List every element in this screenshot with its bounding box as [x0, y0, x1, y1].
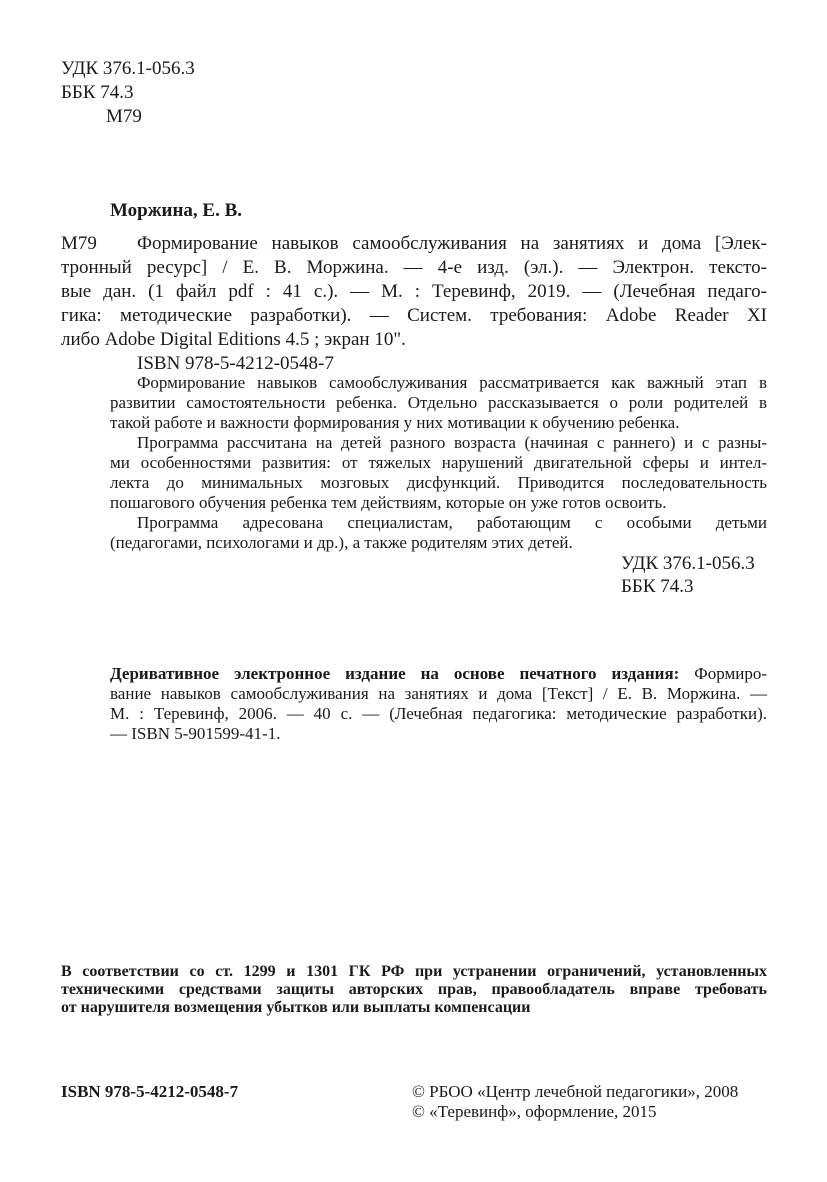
bib-isbn: ISBN 978-5-4212-0548-7: [137, 353, 334, 374]
bib-line-3: вые дан. (1 файл pdf : 41 с.). — М. : Теревинф, 2019. — (Лечебная педаго-: [61, 281, 767, 302]
footer-isbn: ISBN 978-5-4212-0548-7: [61, 1082, 239, 1101]
bib-line-4: гика: методические разработки). — Систем. требования: Adobe Reader XI: [61, 305, 767, 326]
legal-notice-line-1: В соответствии со ст. 1299 и 1301 ГК РФ при устранении ограничений, установленных: [61, 963, 767, 980]
footer-copyright-1: © РБОО «Центр лечебной педагогики», 2008: [412, 1082, 739, 1101]
derivative-lead: Деривативное электронное издание на основе печатного издания:: [110, 664, 680, 683]
annotation-p2-line1: Программа рассчитана на детей разного возраста (начиная с раннего) и с разны-: [137, 433, 767, 452]
derivative-line-1: [110, 664, 767, 684]
annotation-p1-line3: такой работе и важности формирования у них мотивации к обучению ребенка.: [110, 413, 680, 432]
annotation-p2-line3: лекта до минимальных мозговых дисфункций. Приводится последовательность: [110, 473, 767, 492]
author-mark-top: М79: [106, 106, 142, 127]
bib-line-5: либо Adobe Digital Editions 4.5 ; экран 10".: [61, 329, 406, 350]
annotation-p3-line1: Программа адресована специалистам, работающим с особыми детьми: [137, 513, 767, 532]
annotation-p2-line2: ми особенностями развития: от тяжелых нарушений двигательной сферы и интел-: [110, 453, 767, 472]
bbk-bottom: ББК 74.3: [621, 576, 694, 597]
bib-line-1: Формирование навыков самообслуживания на занятиях и дома [Элек-: [137, 233, 767, 254]
bib-mark: М79: [61, 233, 97, 254]
legal-notice-line-2: техническими средствами защиты авторских прав, правообладатель вправе требовать: [61, 981, 767, 998]
derivative-line-1-rest: Формиро-: [694, 664, 767, 683]
bib-line-2: тронный ресурс] / Е. В. Моржина. — 4-е изд. (эл.). — Электрон. тексто-: [61, 257, 767, 278]
udk-bottom: УДК 376.1-056.3: [621, 553, 755, 574]
annotation-p3-line2: (педагогами, психологами и др.), а также родителям этих детей.: [110, 533, 573, 552]
derivative-line-2: вание навыков самообслуживания на занятиях и дома [Текст] / Е. В. Моржина. —: [110, 684, 767, 703]
derivative-line-3: М. : Теревинф, 2006. — 40 с. — (Лечебная педагогика: методические разработки).: [110, 704, 767, 723]
footer-copyright-2: © «Теревинф», оформление, 2015: [412, 1102, 657, 1121]
legal-notice-line-3: от нарушителя возмещения убытков или выплаты компенсации: [61, 999, 531, 1016]
annotation-p2-line4: пошагового обучения ребенка тем действиям, которые он уже готов освоить.: [110, 493, 667, 512]
author-heading: Моржина, Е. В.: [110, 200, 243, 221]
annotation-p1-line1: Формирование навыков самообслуживания рассматривается как важный этап в: [137, 373, 767, 392]
bbk-top: ББК 74.3: [61, 82, 134, 103]
derivative-line-4: — ISBN 5-901599-41-1.: [110, 724, 281, 743]
annotation-p1-line2: развитии самостоятельности ребенка. Отдельно рассказывается о роли родителей в: [110, 393, 767, 412]
udk-top: УДК 376.1-056.3: [61, 58, 195, 79]
